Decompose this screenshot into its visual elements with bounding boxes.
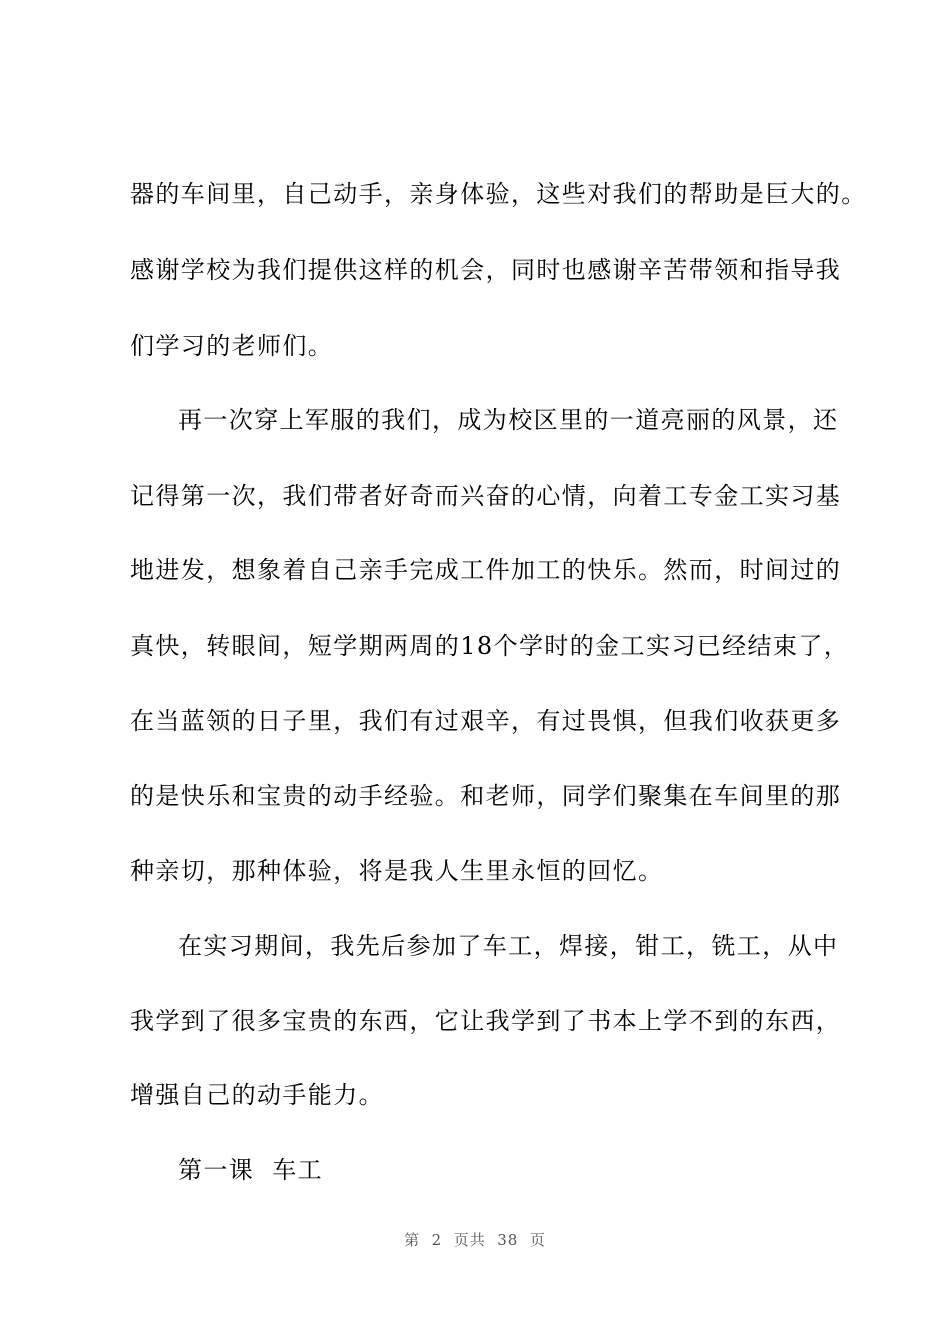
- text-line-12: 我学到了很多宝贵的东西，它让我学到了书本上学不到的东西，: [130, 1007, 842, 1035]
- text-line-4: 再一次穿上军服的我们，成为校区里的一道亮丽的风景，还: [178, 406, 839, 434]
- text-line-2: 感谢学校为我们提供这样的机会，同时也感谢辛苦带领和指导我: [130, 256, 842, 284]
- text-line-10: 种亲切，那种体验，将是我人生里永恒的回忆。: [130, 857, 664, 885]
- text-line-11: 在实习期间，我先后参加了车工，焊接，钳工，铣工，从中: [178, 932, 839, 960]
- text-line-3: 们学习的老师们。: [130, 332, 334, 360]
- text-line-1: 器的车间里，自己动手，亲身体验，这些对我们的帮助是巨大的。: [130, 180, 867, 208]
- text-line-9: 的是快乐和宝贵的动手经验。和老师，同学们聚集在车间里的那: [130, 782, 842, 810]
- text-line-5: 记得第一次，我们带者好奇而兴奋的心情，向着工专金工实习基: [130, 482, 842, 510]
- text-line-13: 增强自己的动手能力。: [130, 1081, 384, 1109]
- text-line-7: 真快，转眼间，短学期两周的18个学时的金工实习已经结束了，: [130, 632, 850, 660]
- text-line-6: 地进发，想象着自己亲手完成工件加工的快乐。然而，时间过的: [130, 556, 842, 584]
- page-footer: 第 2 页共 38 页: [404, 1231, 546, 1249]
- section-heading: 第一课 车工: [178, 1156, 324, 1184]
- text-line-8: 在当蓝领的日子里，我们有过艰辛，有过畏惧，但我们收获更多: [130, 707, 842, 735]
